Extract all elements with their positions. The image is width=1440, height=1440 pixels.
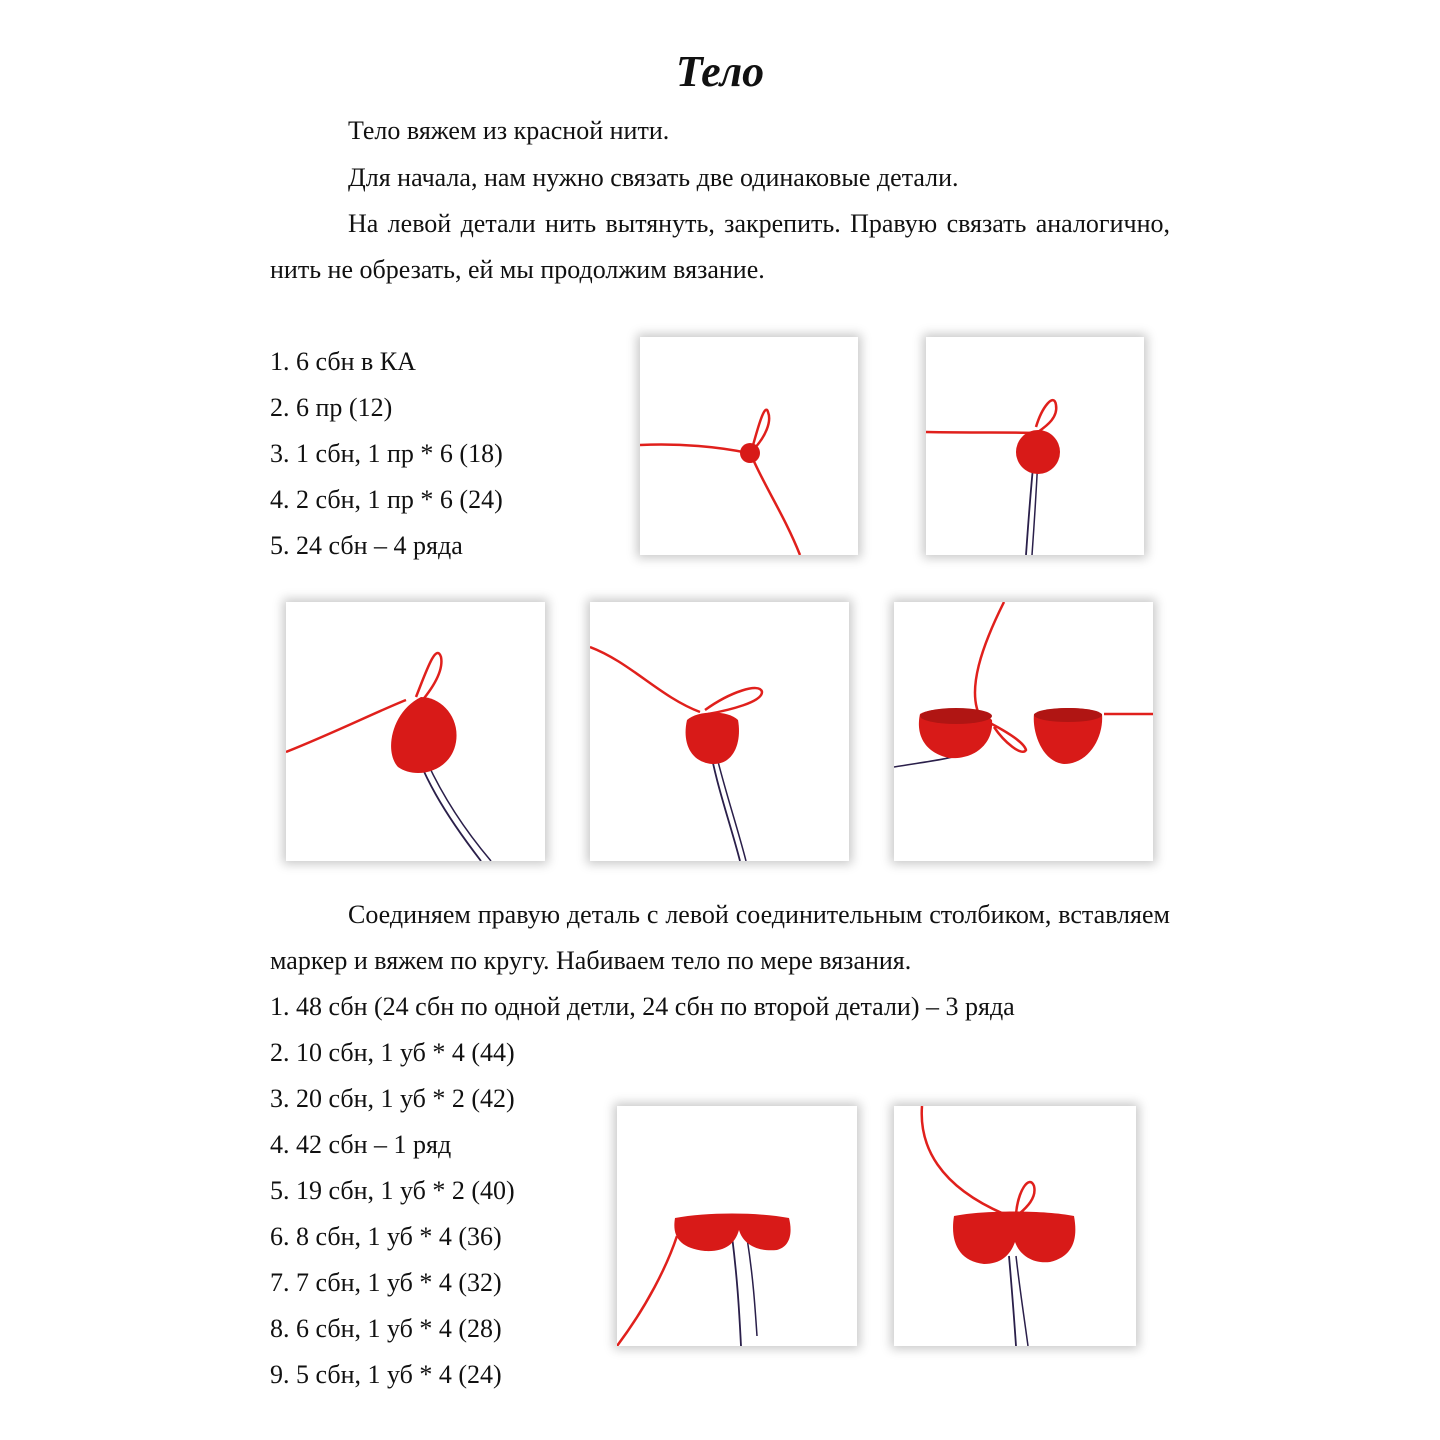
part-step-3: 3. 1 сбн, 1 пр * 6 (18) <box>270 439 503 468</box>
intro-paragraph-1: Тело вяжем из красной нити. <box>348 116 670 145</box>
body-step-5: 5. 19 сбн, 1 уб * 2 (40) <box>270 1176 515 1205</box>
photo-step-5 <box>894 602 1153 861</box>
photo-step-4 <box>590 602 849 861</box>
body-step-9: 9. 5 сбн, 1 уб * 4 (24) <box>270 1360 502 1389</box>
page-title: Тело <box>675 47 765 96</box>
photo-step-1 <box>640 337 858 555</box>
body-step-4: 4. 42 сбн – 1 ряд <box>270 1130 452 1159</box>
photo-step-2 <box>926 337 1144 555</box>
part-step-1: 1. 6 сбн в КА <box>270 347 416 376</box>
body-step-7: 7. 7 сбн, 1 уб * 4 (32) <box>270 1268 502 1297</box>
body-step-3: 3. 20 сбн, 1 уб * 2 (42) <box>270 1084 515 1113</box>
photo-step-7 <box>894 1106 1136 1346</box>
photo-step-3 <box>286 602 545 861</box>
intro-paragraph-2: Для начала, нам нужно связать две одинаковые детали. <box>348 163 959 192</box>
body-step-6: 6. 8 сбн, 1 уб * 4 (36) <box>270 1222 502 1251</box>
body-step-1: 1. 48 сбн (24 сбн по одной детли, 24 сбн по второй детали) – 3 ряда <box>270 992 1015 1021</box>
join-paragraph: Соединяем правую деталь с левой соединительным столбиком, вставляем маркер и вяжем по кругу. Набиваем тело по мере вязания. <box>270 900 1170 975</box>
photo-step-6 <box>617 1106 857 1346</box>
body-step-8: 8. 6 сбн, 1 уб * 4 (28) <box>270 1314 502 1343</box>
part-step-2: 2. 6 пр (12) <box>270 393 393 422</box>
intro-paragraph-3: На левой детали нить вытянуть, закрепить. Правую связать аналогично, нить не обрезать, ей мы продолжим вязание. <box>270 209 1170 284</box>
part-step-5: 5. 24 сбн – 4 ряда <box>270 531 463 560</box>
body-step-2: 2. 10 сбн, 1 уб * 4 (44) <box>270 1038 515 1067</box>
part-step-4: 4. 2 сбн, 1 пр * 6 (24) <box>270 485 503 514</box>
